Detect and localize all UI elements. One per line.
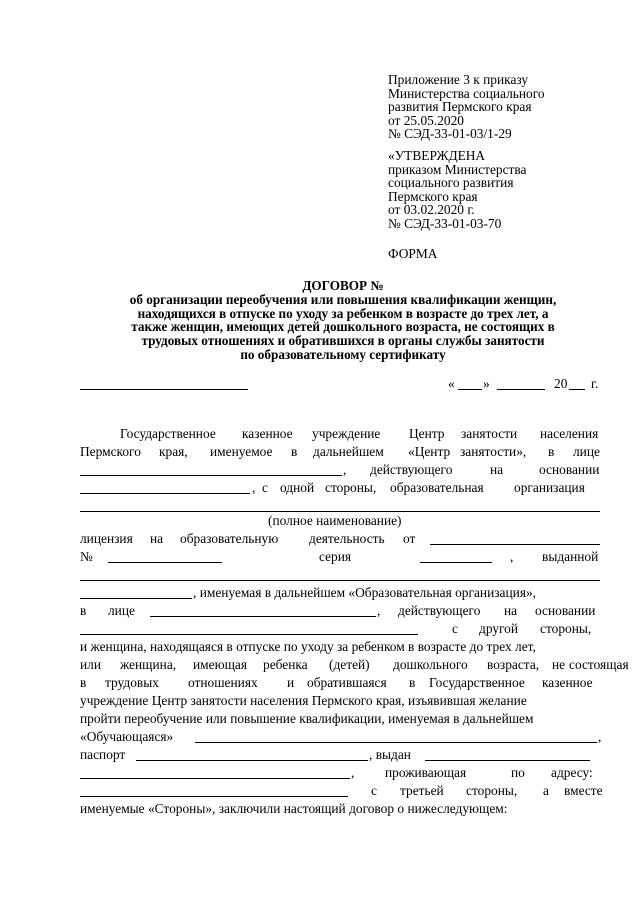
approval-line: приказом Министерства — [388, 161, 527, 177]
word: по — [511, 765, 525, 780]
word: основании — [539, 462, 600, 477]
word: , именуемая в дальнейшем «Образовательная организация», — [193, 585, 537, 600]
word: обратившаяся — [307, 675, 387, 690]
word: от — [403, 531, 416, 546]
word: , — [252, 480, 256, 495]
year-prefix: 20 — [554, 376, 568, 391]
year-suffix: г. — [591, 376, 599, 391]
word: занятости», — [460, 444, 527, 459]
approval-line: «УТВЕРЖДЕНА — [388, 148, 486, 163]
place-blank[interactable] — [80, 376, 248, 390]
word: вместе — [564, 783, 603, 798]
approval-line: от 03.02.2020 г. — [388, 202, 475, 218]
center-rep-blank[interactable] — [80, 462, 342, 476]
word: на — [150, 531, 164, 546]
word: в — [291, 444, 298, 459]
day-blank[interactable] — [458, 376, 482, 390]
word: паспорт — [80, 747, 126, 762]
word: именуемое — [210, 444, 273, 459]
word: с — [371, 783, 377, 798]
appendix-line: от 25.05.2020 — [388, 112, 464, 128]
trainee-name-blank[interactable] — [195, 729, 597, 743]
word: деятельность — [309, 531, 385, 546]
word: (детей) — [329, 657, 370, 672]
date-close-quote: » — [483, 376, 490, 391]
word: другой — [479, 621, 519, 636]
word: или — [80, 657, 102, 672]
word: серия — [319, 549, 352, 564]
full-name-line — [80, 498, 606, 514]
text: именуемые «Стороны», заключили настоящий договор о нижеследующем: — [80, 801, 508, 816]
word: в — [548, 444, 555, 459]
text: учреждение Центр занятости населения Пермского края, изъявившая желание — [80, 693, 527, 708]
word: состоящая — [569, 657, 629, 672]
word: лицензия — [80, 531, 133, 546]
word: трудовых — [105, 675, 159, 690]
word: выданной — [542, 549, 599, 564]
word: , — [377, 603, 381, 618]
approval-line: Пермского края — [388, 188, 478, 204]
word: ребенка — [263, 657, 308, 672]
word: на — [490, 462, 504, 477]
approval-line: № СЭД-33-01-03-70 — [388, 215, 502, 231]
word: действующего — [398, 603, 481, 618]
word: с — [262, 480, 268, 495]
word: Государственное — [120, 426, 216, 441]
word: действующего — [370, 462, 453, 477]
license-issuer-blank-2[interactable] — [80, 585, 192, 599]
title-line: также женщин, имеющих детей дошкольного возраста, не состоящих в — [131, 319, 555, 335]
word: третьей — [400, 783, 444, 798]
org-basis-blank[interactable] — [80, 621, 418, 635]
address-blank[interactable] — [80, 783, 348, 797]
word: Пермского — [80, 444, 141, 459]
title-line: по образовательному сертификату — [240, 346, 446, 362]
title-line: находящихся в отпуске по уходу за ребенком в возрасте до трех лет, а — [137, 305, 549, 321]
license-series-blank[interactable] — [420, 549, 492, 563]
passport-issuer-blank[interactable] — [425, 747, 590, 761]
word: , — [510, 549, 514, 564]
title-line: об организации переобучения или повышения квалификации женщин, — [129, 291, 557, 307]
word: образовательную — [180, 531, 279, 546]
org-full-name-blank[interactable] — [80, 498, 600, 512]
word: не — [552, 657, 566, 672]
word: дошкольного — [393, 657, 468, 672]
appendix-line: № СЭД-33-01-03/1-29 — [388, 126, 512, 142]
appendix-line: Приложение 3 к приказу — [388, 72, 529, 87]
word: дальнейшем — [313, 444, 384, 459]
word: проживающая — [385, 765, 467, 780]
contract-title — [80, 279, 606, 362]
month-blank[interactable] — [497, 376, 545, 390]
word: № — [80, 549, 93, 564]
date-open-quote: « — [448, 376, 455, 391]
word: лице — [108, 603, 135, 618]
word: стороны, — [466, 783, 518, 798]
word: в — [80, 603, 87, 618]
word: , — [351, 765, 355, 780]
word: одной — [280, 480, 315, 495]
year-blank[interactable] — [569, 376, 585, 390]
word: населения — [540, 426, 599, 441]
passport-issuer-blank-2[interactable] — [80, 765, 350, 779]
word: лице — [573, 444, 600, 459]
word: возраста, — [487, 657, 540, 672]
issuer-line — [80, 567, 606, 583]
word: стороны, — [540, 621, 592, 636]
word: казенное — [542, 675, 593, 690]
appendix-line: развития Пермского края — [388, 99, 532, 115]
form-label: ФОРМА — [388, 246, 438, 261]
word: «Обучающаяся» — [80, 729, 174, 744]
appendix-line: Министерства социального — [388, 85, 545, 101]
word: отношениях — [188, 675, 258, 690]
date-row — [80, 376, 606, 392]
word: женщина, — [120, 657, 177, 672]
word: стороны, — [325, 480, 377, 495]
word: занятости — [461, 426, 518, 441]
word: с — [452, 621, 458, 636]
passport-blank[interactable] — [136, 747, 368, 761]
word: адресу: — [551, 765, 593, 780]
word: в — [409, 675, 416, 690]
license-issuer-blank[interactable] — [80, 567, 600, 581]
contract-heading: ДОГОВОР № — [302, 278, 384, 293]
word: , — [598, 729, 602, 744]
word: организация — [514, 480, 585, 495]
word: а — [543, 783, 549, 798]
center-basis-blank[interactable] — [80, 480, 250, 494]
word: основании — [535, 603, 596, 618]
approval-stamp-text — [388, 149, 526, 231]
text: пройти переобучение или повышение квалификации, именуемая в дальнейшем — [80, 711, 534, 726]
org-rep-blank[interactable] — [150, 603, 376, 617]
word: имеющая — [193, 657, 248, 672]
license-number-blank[interactable] — [108, 549, 222, 563]
word: образовательная — [390, 480, 484, 495]
text: и женщина, находящаяся в отпуске по уходу за ребенком в возрасте до трех лет, — [80, 639, 536, 654]
word: «Центр — [408, 444, 451, 459]
word: , — [343, 462, 347, 477]
word: учреждение — [312, 426, 381, 441]
word: в — [80, 675, 87, 690]
appendix-reference — [388, 73, 545, 141]
license-date-blank[interactable] — [430, 531, 600, 545]
full-name-caption: (полное наименование) — [268, 513, 402, 528]
word: Государственное — [429, 675, 525, 690]
title-line: трудовых отношениях и обратившихся в органы службы занятости — [141, 333, 545, 349]
word: на — [504, 603, 518, 618]
word: казенное — [242, 426, 293, 441]
approval-line: социального развития — [388, 175, 514, 191]
word: и — [287, 675, 295, 690]
word: края, — [159, 444, 188, 459]
word: Центр — [409, 426, 445, 441]
word: , выдан — [369, 747, 411, 762]
